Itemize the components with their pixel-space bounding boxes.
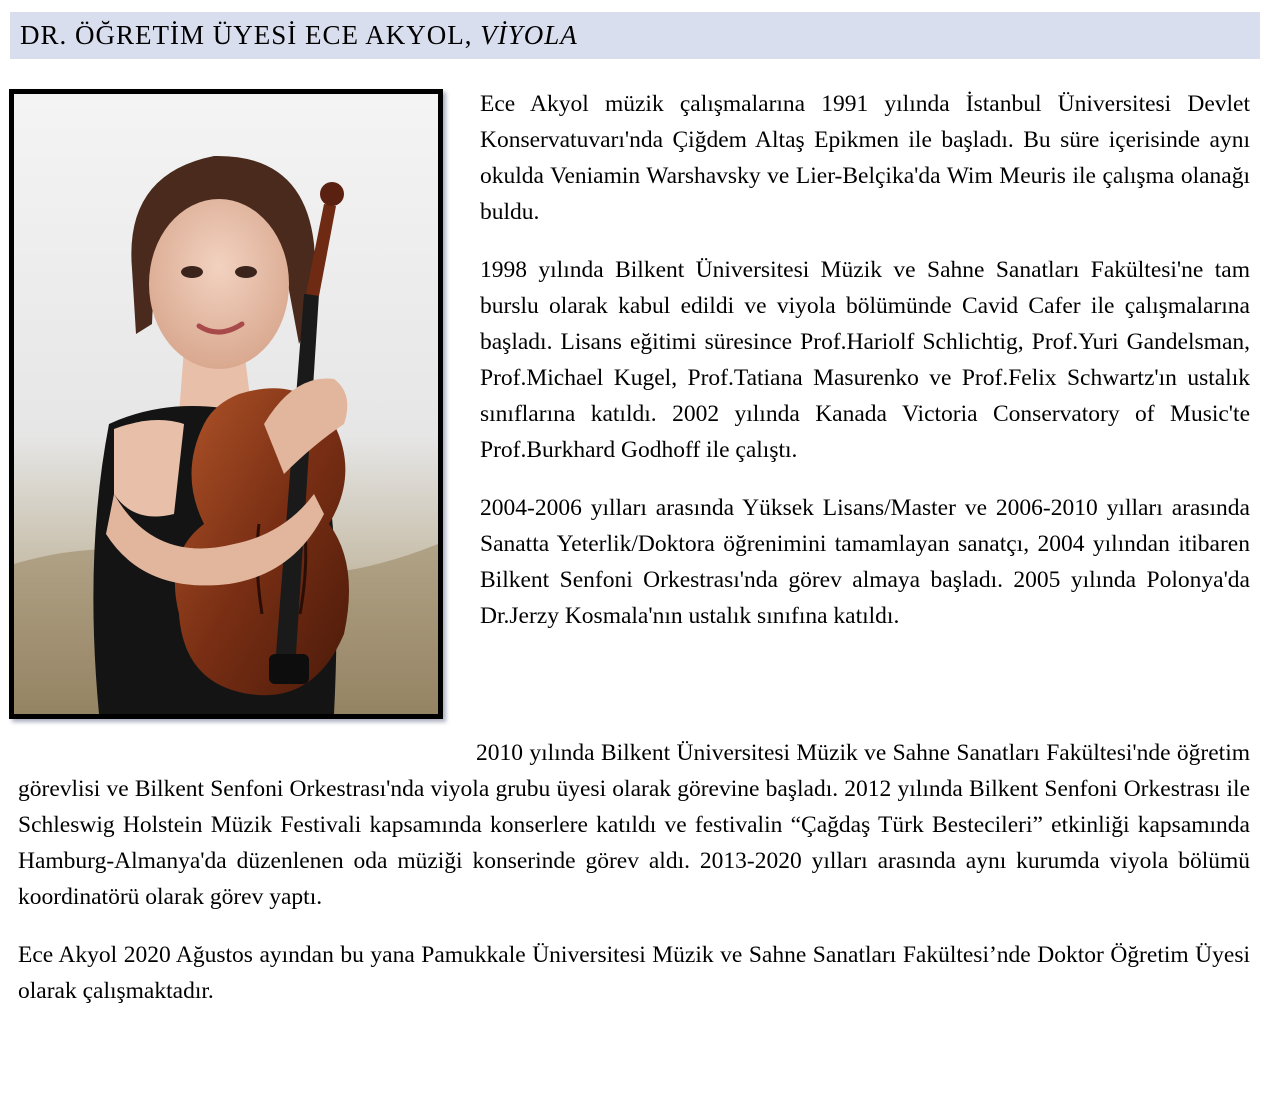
page-title: DR. ÖĞRETİM ÜYESİ ECE AKYOL, xyxy=(20,20,473,50)
bio-paragraph: 2010 yılında Bilkent Üniversitesi Müzik ve Sahne Sanatları Fakültesi'nde öğretim görevlisi ve Bilkent Senfoni Orkestrası'nda viyola grubu üyesi olarak görevine başladı. 2012 yılında Bilkent Senfoni Orkestrası ile Schleswig Holstein Müzik Festivali kapsamında konserlere katıldı ve festivalin “Çağdaş Türk Bestecileri” etkinliği kapsamında Hamburg-Almanya'da düzenlenen oda müziği konserinde görev aldı. 2013-2020 yılları arasında aynı kurumda viyola bölümü koordinatörü olarak görev yaptı. xyxy=(18,740,1250,910)
bio-paragraph: Ece Akyol 2020 Ağustos ayından bu yana Pamukkale Üniversitesi Müzik ve Sahne Sanatları Fakültesi’nde Doktor Öğretim Üyesi olarak çalışmaktadır. xyxy=(18,942,1250,1004)
bio-full-width xyxy=(18,735,1250,1031)
bio-paragraph: Ece Akyol müzik çalışmalarına 1991 yılında İstanbul Üniversitesi Devlet Konservatuvarı'nda Çiğdem Altaş Epikmen ile başladı. Bu süre içerisinde aynı okulda Veniamin Warshavsky ve Lier-Belçika'da Wim Meuris ile çalışma olanağı buldu. xyxy=(480,91,1250,225)
instrument-label: VİYOLA xyxy=(480,20,578,50)
bio-paragraph: 2004-2006 yılları arasında Yüksek Lisans/Master ve 2006-2010 yılları arasında Sanatta Yeterlik/Doktora öğrenimini tamamlayan sanatçı, 2004 yılından itibaren Bilkent Senfoni Orkestrası'nda görev almaya başladı. 2005 yılında Polonya'da Dr.Jerzy Kosmala'nın ustalık sınıfına katıldı. xyxy=(480,495,1250,629)
header-bar xyxy=(10,12,1260,59)
bio-column xyxy=(480,86,1250,656)
portrait-illustration xyxy=(14,94,438,714)
bio-paragraph: 1998 yılında Bilkent Üniversitesi Müzik ve Sahne Sanatları Fakültesi'ne tam burslu olarak kabul edildi ve viyola bölümünde Cavid Cafer ile çalışmalarına başladı. Lisans eğitimi süresince Prof.Hariolf Schlichtig, Prof.Yuri Gandelsman, Prof.Michael Kugel, Prof.Tatiana Masurenko ve Prof.Felix Schwartz'ın ustalık sınıflarına katıldı. 2002 yılında Kanada Victoria Conservatory of Music'te Prof.Burkhard Godhoff ile çalıştı. xyxy=(480,257,1250,463)
portrait-photo xyxy=(9,89,443,719)
